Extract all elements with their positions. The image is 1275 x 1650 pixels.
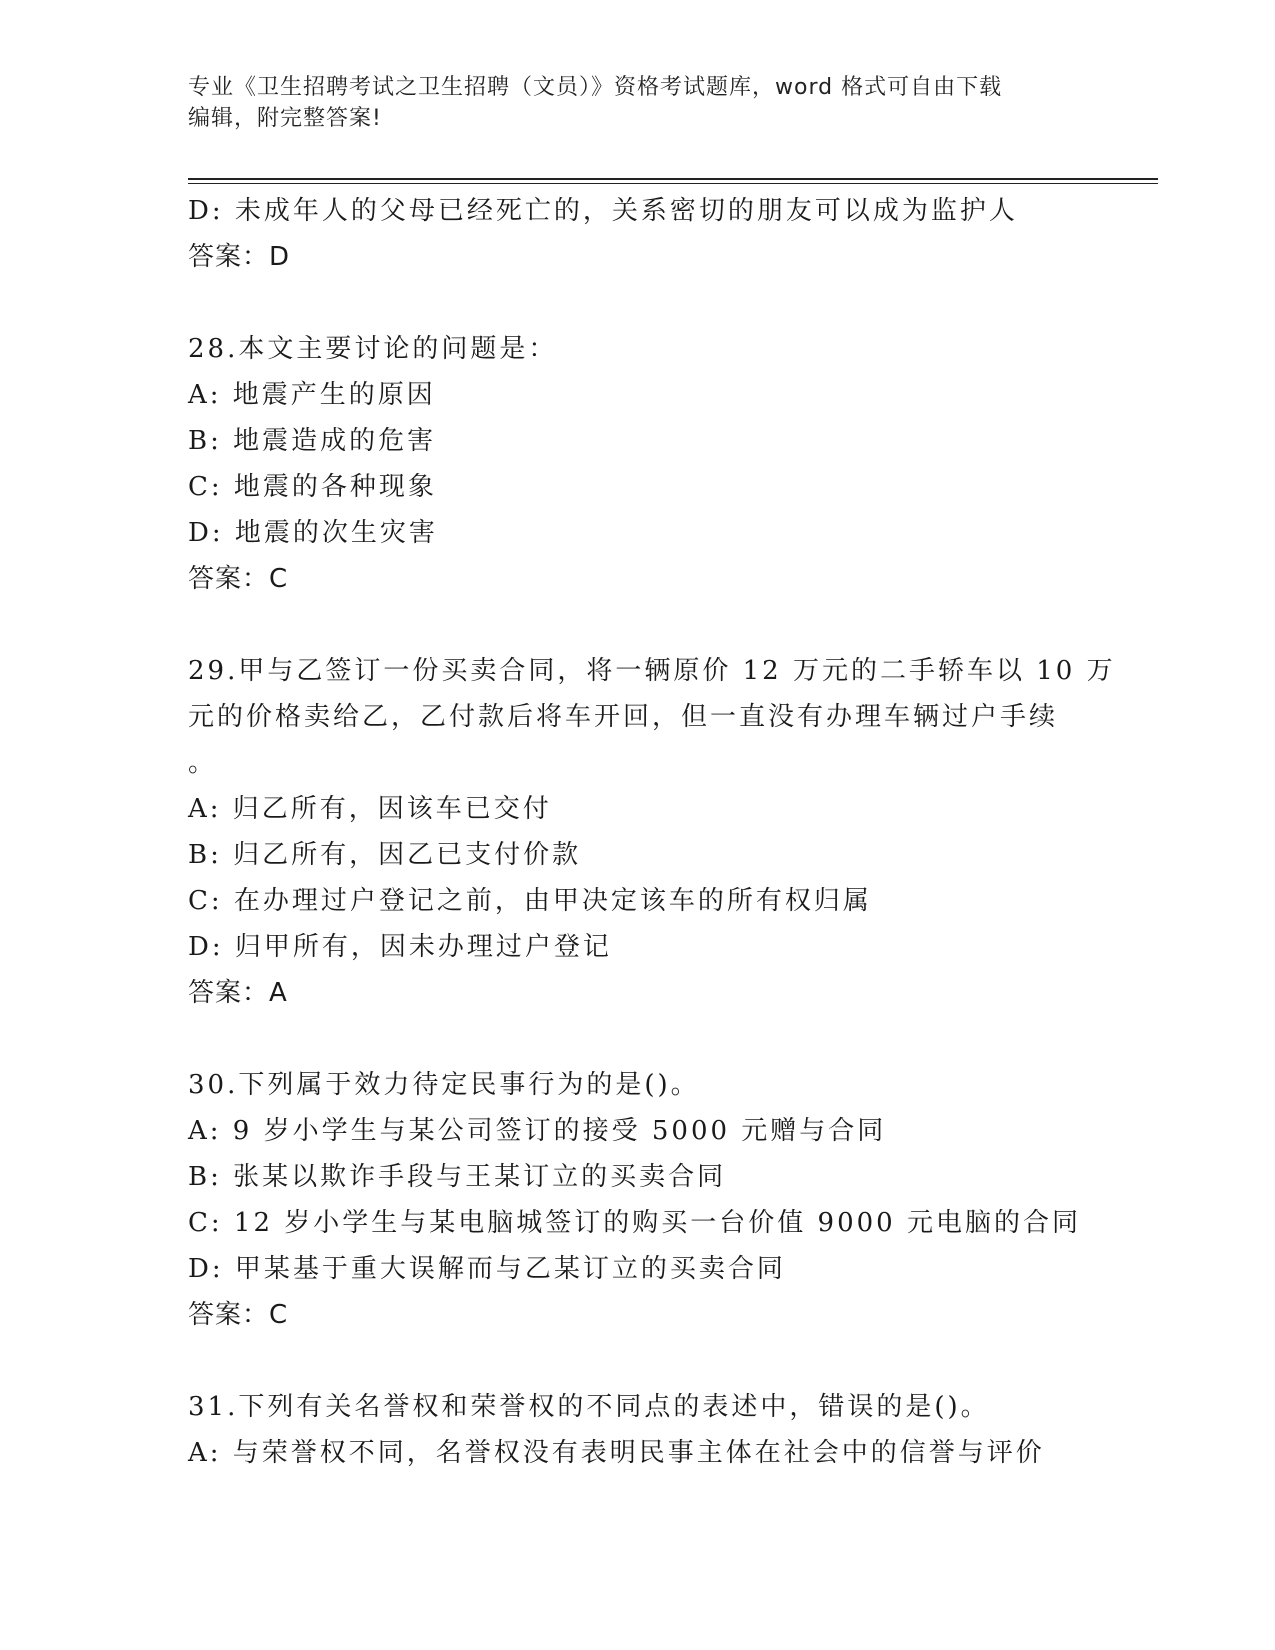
question-text: 30.下列属于效力待定民事行为的是()。 [188,1070,700,1100]
answer-line: 答案：C [188,564,289,594]
option-c: C: 地震的各种现象 [188,472,437,502]
question-31 [188,1384,1088,1476]
option-b: B: 地震造成的危害 [188,426,437,456]
option-b: B: 张某以欺诈手段与王某订立的买卖合同 [188,1162,727,1192]
question-text: 31.下列有关名誉权和荣誉权的不同点的表述中，错误的是()。 [188,1392,990,1422]
question-28 [188,326,1088,602]
document-header [188,72,1068,134]
option-c: C: 在办理过户登记之前，由甲决定该车的所有权归属 [188,886,872,916]
option-d: D: 归甲所有，因未办理过户登记 [188,932,612,962]
header-line-1: 专业《卫生招聘考试之卫生招聘（文员）》资格考试题库，word 格式可自由下载 [188,75,1003,100]
question-text: 28.本文主要讨论的问题是： [188,334,558,364]
option-c: C: 12 岁小学生与某电脑城签订的购买一台价值 9000 元电脑的合同 [188,1208,1081,1238]
question-text-line-3: 。 [188,748,218,778]
previous-question-tail [188,188,1088,280]
header-line-2: 编辑，附完整答案! [188,106,382,131]
option-b: B: 归乙所有，因乙已支付价款 [188,840,582,870]
answer-line: 答案：D [188,242,291,272]
option-d: D: 地震的次生灾害 [188,518,438,548]
option-a: A: 9 岁小学生与某公司签订的接受 5000 元赠与合同 [188,1116,887,1146]
question-text-line-1: 29.甲与乙签订一份买卖合同，将一辆原价 12 万元的二手轿车以 10 万 [188,656,1116,686]
header-rule-bottom [188,183,1158,184]
option-d: D: 未成年人的父母已经死亡的，关系密切的朋友可以成为监护人 [188,196,1018,226]
question-29 [188,648,1116,1016]
answer-line: 答案：A [188,978,288,1008]
header-rule-top [188,178,1158,180]
option-a: A: 与荣誉权不同，名誉权没有表明民事主体在社会中的信誉与评价 [188,1438,1045,1468]
option-a: A: 归乙所有，因该车已交付 [188,794,552,824]
question-30 [188,1062,1088,1338]
answer-line: 答案：C [188,1300,289,1330]
question-content [188,188,1116,1476]
question-text-line-2: 元的价格卖给乙，乙付款后将车开回，但一直没有办理车辆过户手续 [188,702,1059,732]
option-d: D: 甲某基于重大误解而与乙某订立的买卖合同 [188,1254,786,1284]
option-a: A: 地震产生的原因 [188,380,436,410]
